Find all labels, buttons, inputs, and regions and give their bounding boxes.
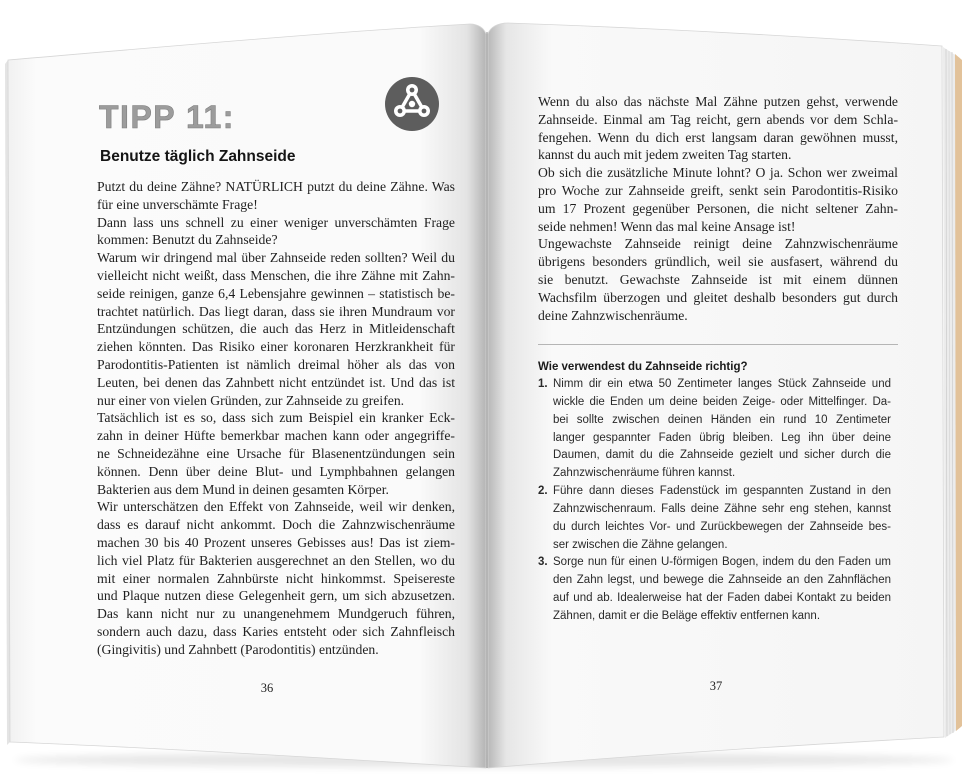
triangle-nodes-icon [384, 76, 440, 132]
body-line: Tatsächlich ist es so, dass sich zum Beispiel ein kranker Eck- [97, 410, 455, 426]
step-number: 2. [538, 485, 548, 498]
body-line: für eine unverschämte Frage! [97, 196, 258, 212]
body-line: Warum wir dringend mal über Zahnseide reden sollten? Weil du [97, 250, 455, 266]
page-number-left: 36 [260, 681, 274, 695]
step-text [553, 554, 891, 625]
step-item [538, 554, 891, 625]
body-line: sie benutzt. Gewachste Zahnseide ist mit einem dünnen [538, 271, 898, 287]
body-line: Wenn du also das nächste Mal Zähne putzen gehst, verwende [538, 94, 898, 109]
body-line: Dann lass uns schnell zu einer weniger unverschämten Frage [97, 214, 455, 230]
body-line: Putzt du deine Zähne? NATÜRLICH putzt du deine Zähne. Was [97, 179, 455, 194]
body-line: seide nehmen! Wenn das mal keine Ansage ist! [538, 218, 796, 234]
step-text [553, 376, 891, 483]
step-item [538, 483, 891, 554]
page-number-right: 37 [709, 679, 723, 693]
step-number: 3. [538, 556, 548, 569]
step-line: du durch leichtes Vor- und Zurückbewegen der Zahnseide bes- [553, 520, 891, 533]
body-line: ziehen könnten. Das Risiko einer koronaren Herzkrankheit für [97, 339, 455, 355]
step-line: wickle die Enden um deine beiden Zeige- oder Mittelfinger. Da- [553, 395, 891, 408]
body-line: trachtet natürlich. Das liegt daran, dass sie ihren Mundraum vor [97, 303, 455, 319]
step-line: Zahnzwischenraum. Falls deine Zähne sehr eng stehen, kannst [553, 502, 891, 515]
left-body-text [97, 178, 455, 659]
body-line: ne Schneidezähne eine Ursache für Blasenentzündungen sein [97, 445, 455, 461]
step-text [553, 483, 891, 554]
step-line: Daumen, damit du die Zahnseide gezielt und sicher durch die [553, 449, 891, 462]
body-line: mit einer normalen Zahnbürste nicht hinkommst. Speisereste [97, 570, 455, 586]
body-line: Wir unterschätzen den Effekt von Zahnseide, weil wir denken, [97, 499, 455, 515]
step-line: bei sollte zwischen deinen Händen ein rund 10 Zentimeter [553, 413, 891, 426]
body-line: Wachsfilm überzogen und gleitet deshalb besonders gut durch [538, 289, 898, 305]
step-number: 1. [538, 378, 548, 390]
step-line: Führe dann dieses Fadenstück im gespannten Zustand in den [553, 485, 891, 498]
body-line: übrigens besonders gründlich, weil sie ausfasert, während du [538, 254, 898, 270]
step-line: auf und ab. Idealerweise hat der Faden dabei Kontakt zu beiden [553, 592, 891, 605]
body-line: seide reinigen, ganze 6,4 Lebensjahre gewinnen – statistisch be- [97, 285, 455, 301]
step-item [538, 376, 891, 483]
body-line: können. Denn über deine Blut- und Lymphbahnen gelangen [97, 463, 455, 479]
body-line: lich viel Platz für Bakterien ausgerechnet an den Stellen, wo du [97, 552, 455, 568]
body-line: zahn in deiner Hüfte bemerkbar machen kann oder angegriffe- [97, 428, 455, 444]
body-line: Ungewachste Zahnseide reinigt deine Zahnzwischenräume [538, 236, 898, 252]
body-line: kommen: Benutzt du Zahnseide? [97, 232, 278, 248]
body-line: nur einer von vielen Gründen, zur Zahnseide zu greifen. [97, 392, 405, 408]
tip-label: TIPP 11: [99, 99, 235, 135]
body-line: Entzündungen schützen, die auch das Herz in Mitleidenschaft [97, 321, 455, 337]
body-line: Zahnseide. Einmal am Tag reicht, gern abends vor dem Schla- [538, 111, 898, 127]
body-line: (Gingivitis) und Zahnbett (Parodontitis) entzünden. [97, 641, 379, 657]
step-line: Sorge nun für einen U-förmigen Bogen, indem du den Faden um [553, 556, 891, 569]
step-line: ser zwischen die Zähne gelangen. [553, 538, 728, 551]
body-line: und Plaque nutzen diese Gelegenheit gern, um sich abzusetzen. [97, 588, 455, 604]
box-heading: Wie verwendest du Zahnseide richtig? [538, 361, 748, 373]
right-body-text [538, 93, 898, 324]
body-line: vielleicht nicht weißt, dass Menschen, die ihre Zähne mit Zahn- [97, 267, 455, 283]
body-line: Ob sich die zusätzliche Minute lohnt? O ja. Schon wer zweimal [538, 165, 898, 181]
body-line: dass es darauf nicht ankommt. Doch die Zahnzwischenräume [97, 517, 455, 533]
tip-subtitle: Benutze täglich Zahnseide [100, 148, 296, 165]
body-line: sondern auch dazu, dass Karies entsteht oder sich Zahnfleisch [97, 623, 455, 639]
step-line: den Zahn legst, und bewege die Zahnseide an den Zahnflächen [553, 574, 891, 587]
steps-list [538, 376, 891, 626]
body-line: Das kann nicht nur zu unangenehmem Mundgeruch führen, [97, 606, 455, 622]
body-line: Parodontitis-Patienten ist nämlich dreimal höher als das von [97, 356, 455, 372]
box-divider [538, 344, 898, 345]
step-line: Zahnzwischenräume führen kannst. [553, 467, 736, 480]
body-line: Bakterien aus dem Mund in deinen gesamten Körper. [97, 481, 389, 497]
body-line: Leuten, bei denen das Zahnbett nicht entzündet ist. Und das ist [97, 374, 455, 390]
body-line: deine Zahnzwischenräume. [538, 307, 688, 323]
step-line: Zähnen, damit er die Beläge effektiv entfernen kann. [553, 609, 821, 622]
body-line: fengehen. Wenn du dich erst langsam daran gewöhnen musst, [538, 129, 898, 145]
step-line: Nimm dir ein etwa 50 Zentimeter langes Stück Zahnseide und [553, 378, 891, 390]
step-line: langer gespannter Faden übrig bleiben. Leg ihn über deine [553, 431, 891, 444]
body-line: pro Woche zur Zahnseide greift, senkt sein Parodontitis-Risiko [538, 182, 898, 198]
body-line: machen 30 bis 40 Prozent unseres Gebisses aus! Das ist ziem- [97, 534, 455, 550]
body-line: kannst du auch mit jedem zweiten Tag starten. [538, 147, 792, 163]
body-line: um 17 Prozent gegenüber Personen, die nicht seltener Zahn- [538, 200, 898, 216]
